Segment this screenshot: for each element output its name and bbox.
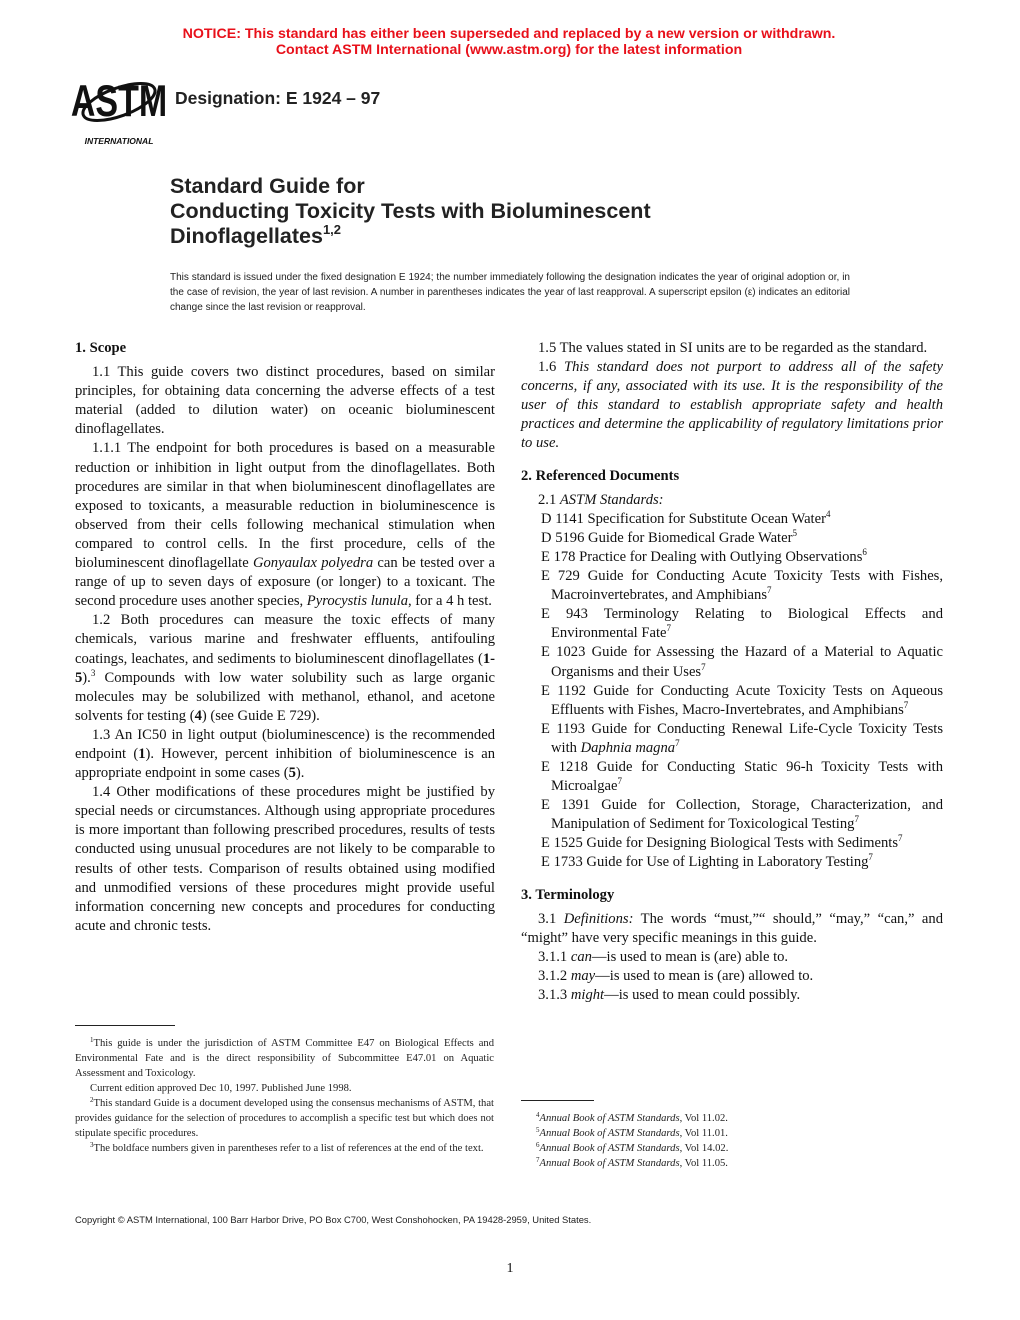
text-run: Current edition approved Dec 10, 1997. Published June 1998. xyxy=(90,1083,352,1094)
title-line-3: Dinoflagellates xyxy=(170,224,323,248)
text-run: 1. Scope xyxy=(75,340,127,356)
text-run: E 1525 Guide for Designing Biological Tests with Sediments xyxy=(541,835,899,852)
footnote-marker: 6 xyxy=(536,1141,540,1149)
document-title xyxy=(170,174,651,249)
text-run: 1.4 Other modifications of these procedures might be justified by special needs or circumstances. Although using appropriate procedures is more important than following prescribed procedures, results of tests conducted using unusual procedures are not likely to be comparable to results of other tests. Comparison of results obtained using modified and unmodified versions of these procedures might provide useful information concerning new concepts and procedures for conducting acute and chronic tests. xyxy=(75,784,495,934)
text-run: E 1391 Guide for Collection, Storage, Characterization, and Manipulation of Sediment for Toxicological Testing xyxy=(541,797,943,833)
footnote-marker: 7 xyxy=(617,776,622,787)
text-run: can xyxy=(570,948,592,965)
paragraph xyxy=(521,491,943,510)
text-run: E 178 Practice for Dealing with Outlying Observations xyxy=(541,548,863,565)
reference-item xyxy=(521,834,943,853)
footnote-marker: 7 xyxy=(666,623,672,634)
footnote xyxy=(75,1081,494,1096)
text-run: 3.1.1 xyxy=(538,948,571,965)
reference-item xyxy=(521,682,943,720)
footnote-rule-right xyxy=(521,1100,594,1101)
footnote-marker: 2 xyxy=(90,1096,94,1104)
paragraph xyxy=(521,358,943,453)
notice-line-2: Contact ASTM International (www.astm.org) for the latest information xyxy=(275,42,743,58)
text-run: This guide is under the jurisdiction of ASTM Committee E47 on Biological Effects and Environmental Fate and is the direct responsibility of Subcommittee E47.01 on Aquatic Assessment and Toxicology. xyxy=(75,1038,494,1079)
text-run: can be tested over a range of up to seven days of exposure (or longer) to a toxicant. The second procedure uses another species, xyxy=(75,555,495,610)
text-run: ). xyxy=(82,669,91,686)
text-run: ). However, percent inhibition of bioluminescence is an appropriate endpoint in some cases ( xyxy=(75,745,495,782)
footnote-marker: 5 xyxy=(536,1126,540,1134)
astm-logo xyxy=(70,72,168,148)
reference-item xyxy=(521,643,943,681)
reference-item xyxy=(521,605,943,643)
footnote-marker: 6 xyxy=(862,546,867,557)
title-line-1: Standard Guide for xyxy=(170,174,365,198)
paragraph xyxy=(75,363,495,439)
reference-item xyxy=(521,529,943,548)
preamble: This standard is issued under the fixed designation E 1924; the number immediately following the designation indicates the year of original adoption or, in the case of revision, the year of last revision. A number in parentheses indicates the year of last reapproval. A superscript epsilon (ε) indicates an editorial change since the last revision or reapproval. xyxy=(170,272,850,313)
text-run: E 1023 Guide for Assessing the Hazard of a Material to Aquatic Organisms and their Uses xyxy=(541,644,943,680)
svg-text:INTERNATIONAL: INTERNATIONAL xyxy=(84,136,154,146)
text-run: , Vol 11.01. xyxy=(679,1128,728,1139)
text-run: Definitions: xyxy=(563,910,634,927)
text-run: ). xyxy=(295,765,305,782)
right-column xyxy=(521,339,943,1005)
section-heading xyxy=(75,339,495,358)
footnote xyxy=(521,1141,821,1156)
paragraph xyxy=(521,948,943,967)
footnote-marker: 7 xyxy=(903,699,909,710)
footnote xyxy=(521,1126,821,1141)
text-run: 1.6 xyxy=(538,359,565,376)
text-run: 3.1 xyxy=(538,910,564,927)
footnote xyxy=(75,1096,494,1141)
paragraph xyxy=(75,726,495,783)
footnote-marker: 7 xyxy=(868,852,873,863)
footnote-marker: 7 xyxy=(898,833,903,844)
text-run: 1.3 An IC50 in light output (bioluminescence) is the recommended endpoint ( xyxy=(75,726,495,762)
text-run: ASTM Standards: xyxy=(559,491,664,508)
text-run: D 5196 Guide for Biomedical Grade Water xyxy=(541,529,793,546)
reference-item xyxy=(521,510,943,529)
footnote-marker: 4 xyxy=(825,508,831,519)
text-run: 1.2 Both procedures can measure the toxic effects of many chemicals, various marine and freshwater effluents, antifouling coatings, leachates, and sediments to bioluminescent dinoflagellates ( xyxy=(75,612,495,667)
footnotes-left xyxy=(75,1036,494,1156)
text-run: —is used to mean is (are) allowed to. xyxy=(595,967,814,984)
text-run: 1 xyxy=(138,745,146,762)
left-column xyxy=(75,339,495,936)
text-run: , Vol 11.02. xyxy=(679,1113,728,1124)
text-run: This standard Guide is a document developed using the consensus mechanisms of ASTM, that provides guidance for the selection of procedures to accomplish a specific test but which does not stipulate specific procedures. xyxy=(75,1098,494,1139)
footnote-rule-left xyxy=(75,1025,175,1026)
paragraph xyxy=(75,611,495,726)
text-run: 3.1.3 xyxy=(538,987,571,1003)
designation: Designation: E 1924 – 97 xyxy=(175,88,381,108)
footnote-marker: 7 xyxy=(675,737,680,748)
withdrawal-notice xyxy=(0,26,1020,58)
text-run: 1-5 xyxy=(75,650,495,686)
text-run: 3. Terminology xyxy=(521,886,615,903)
reference-item xyxy=(521,567,943,605)
text-run: E 1218 Guide for Conducting Static 96-h Toxicity Tests with Microalgae xyxy=(541,758,943,795)
paragraph xyxy=(521,910,943,948)
footnote-marker: 3 xyxy=(90,1141,94,1149)
text-run: Daphnia magna xyxy=(580,739,676,756)
text-run: 4 xyxy=(194,707,202,724)
reference-item xyxy=(521,720,943,758)
section-heading xyxy=(521,467,943,486)
footnote-marker: 4 xyxy=(536,1111,540,1119)
footnote-marker: 7 xyxy=(536,1156,540,1164)
footnote-marker: 1 xyxy=(90,1036,94,1044)
reference-item xyxy=(521,853,943,872)
footnote-marker: 5 xyxy=(792,527,797,538)
text-run: 5 xyxy=(288,765,296,782)
text-run: E 943 Terminology Relating to Biological Effects and Environmental Fate xyxy=(541,606,943,642)
text-run: E 1733 Guide for Use of Lighting in Laboratory Testing xyxy=(541,854,869,871)
text-run: 1.1.1 The endpoint for both procedures is based on a measurable reduction or inhibition in light output from the dinoflagellates. Both procedures are similar in that when bioluminescent dinoflagellates are exposed to toxicants, a measurable reduction in bioluminescence is observed from their cells following mechanical stimulation when compared to control cells. In the first procedure, cells of the bioluminescent dinoflagellate xyxy=(75,440,495,572)
text-run: Gonyaulax polyedra xyxy=(252,555,374,572)
paragraph xyxy=(521,967,943,986)
text-run: 1.5 The values stated in SI units are to be regarded as the standard. xyxy=(538,340,928,356)
text-run: E 1193 Guide for Conducting Renewal Life-Cycle Toxicity Tests with xyxy=(541,720,943,756)
footnote xyxy=(521,1111,821,1126)
footnote xyxy=(75,1141,494,1156)
footnotes-right xyxy=(521,1111,821,1171)
section-heading xyxy=(521,886,943,905)
text-run: The boldface numbers given in parentheses refer to a list of references at the end of the text. xyxy=(93,1143,484,1154)
text-run: —is used to mean could possibly. xyxy=(604,987,801,1003)
page-number: 1 xyxy=(506,1261,514,1276)
text-run: 3.1.2 xyxy=(538,967,571,984)
text-run: 1.1 This guide covers two distinct procedures, based on similar principles, for obtaining data concerning the adverse effects of a test material (added to dilution water) on oceanic bioluminescent dinoflagellates. xyxy=(75,364,495,438)
paragraph xyxy=(521,986,943,1005)
svg-text:ASTM: ASTM xyxy=(70,76,168,127)
paragraph xyxy=(75,439,495,611)
text-run: Compounds with low water solubility such as large organic molecules may be solubilized with methanol, ethanol, and acetone solvents for testing ( xyxy=(75,669,495,724)
reference-item xyxy=(521,758,943,796)
footnote-marker: 3 xyxy=(90,667,96,678)
title-footnote-refs: 1,2 xyxy=(322,222,342,237)
text-run: E 1192 Guide for Conducting Acute Toxicity Tests on Aqueous Effluents with Fishes, Macro-Invertebrates, and Amphibians xyxy=(541,682,943,718)
text-run: Annual Book of ASTM Standards xyxy=(539,1128,680,1139)
text-run: This standard does not purport to address all of the safety concerns, if any, associated with its use. It is the responsibility of the user of this standard to establish appropriate safety and health practices and determine the applicability of regulatory limitations prior to use. xyxy=(521,359,943,452)
paragraph xyxy=(75,783,495,936)
reference-item xyxy=(521,796,943,834)
text-run: , Vol 11.05. xyxy=(679,1158,728,1169)
text-run: Annual Book of ASTM Standards xyxy=(539,1143,680,1154)
text-run: 2. Referenced Documents xyxy=(521,467,680,484)
reference-item xyxy=(521,548,943,567)
footnote xyxy=(75,1036,494,1081)
text-run: The words “must,”“ should,” “may,” “can,” and “might” have very specific meanings in this guide. xyxy=(521,910,944,946)
text-run: may xyxy=(570,967,596,984)
footnote-marker: 7 xyxy=(854,814,859,825)
text-run: , for a 4 h test. xyxy=(408,593,492,610)
footnote xyxy=(521,1156,821,1171)
text-run: , Vol 14.02. xyxy=(679,1143,729,1154)
paragraph xyxy=(521,339,943,358)
text-run: ) (see Guide E 729). xyxy=(201,707,320,724)
text-run: D 1141 Specification for Substitute Ocean Water xyxy=(541,510,826,527)
text-run: might xyxy=(570,987,605,1003)
footnote-marker: 7 xyxy=(767,585,772,596)
footnote-marker: 7 xyxy=(701,661,706,672)
notice-line-1: NOTICE: This standard has either been superseded and replaced by a new version or withdrawn. xyxy=(182,26,836,42)
title-line-2: Conducting Toxicity Tests with Bioluminescent xyxy=(170,199,651,223)
text-run: Annual Book of ASTM Standards xyxy=(539,1158,680,1169)
text-run: —is used to mean is (are) able to. xyxy=(591,948,789,965)
text-run: Annual Book of ASTM Standards xyxy=(539,1113,680,1124)
text-run: E 729 Guide for Conducting Acute Toxicity Tests with Fishes, Macroinvertebrates, and Amphibians xyxy=(541,568,943,604)
text-run: 2.1 xyxy=(538,491,560,508)
text-run: Pyrocystis lunula xyxy=(306,593,408,610)
copyright: Copyright © ASTM International, 100 Barr Harbor Drive, PO Box C700, West Conshohocken, PA 19428-2959, United States. xyxy=(75,1214,592,1225)
